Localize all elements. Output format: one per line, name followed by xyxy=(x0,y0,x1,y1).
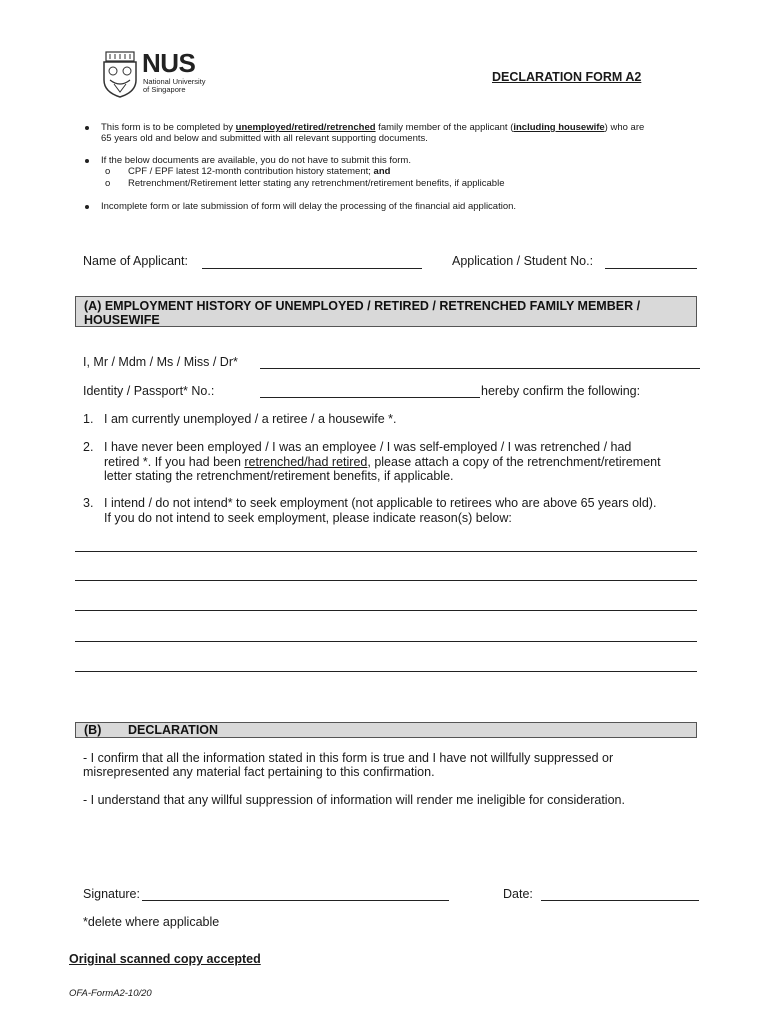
item-2-line-3: letter stating the retrenchment/retirement benefits, if applicable. xyxy=(104,469,454,483)
declaration-para-2: - I understand that any willful suppression of information will render me ineligible for consideration. xyxy=(83,793,625,807)
scanned-copy-note: Original scanned copy accepted xyxy=(69,952,261,966)
id-field[interactable] xyxy=(260,397,480,398)
section-b-header xyxy=(75,722,697,738)
confirm-text: hereby confirm the following: xyxy=(481,384,641,398)
note-3: Incomplete form or late submission of form will delay the processing of the financial aid application. xyxy=(101,201,517,212)
logo-wordmark: NUS xyxy=(142,48,196,78)
item-1-text: I am currently unemployed / a retiree / a housewife *. xyxy=(104,412,397,426)
bullet-2 xyxy=(85,159,89,163)
section-b-title: DECLARATION xyxy=(128,723,219,737)
item-2-line-2: retired *. If you had been retrenched/had retired, please attach a copy of the retrenchment/retirement xyxy=(104,455,661,469)
signature-field[interactable] xyxy=(142,900,449,901)
logo-subtitle-2: of Singapore xyxy=(143,85,186,94)
reason-line-3[interactable] xyxy=(75,610,697,611)
declaration-para-1-line-2: misrepresented any material fact pertaining to this confirmation. xyxy=(83,765,435,779)
reason-line-2[interactable] xyxy=(75,580,697,581)
bullet-1 xyxy=(85,126,89,130)
nus-logo xyxy=(100,50,210,98)
date-field[interactable] xyxy=(541,900,699,901)
note-1: This form is to be completed by unemployed/retired/retrenched family member of the applicant (including housewife) who are xyxy=(101,122,645,133)
item-3-line-2: If you do not intend to seek employment, please indicate reason(s) below: xyxy=(104,511,512,525)
application-no-label: Application / Student No.: xyxy=(452,254,594,268)
bullet-3 xyxy=(85,205,89,209)
delete-note: *delete where applicable xyxy=(83,915,220,929)
sub-marker-2: o xyxy=(105,178,111,189)
note-2: If the below documents are available, you do not have to submit this form. xyxy=(101,155,411,166)
item-3-number: 3. xyxy=(83,496,94,510)
section-a-header xyxy=(75,296,697,327)
item-3-line-1: I intend / do not intend* to seek employment (not applicable to retirees who are above 65 years old). xyxy=(104,496,657,510)
sub-marker-1: o xyxy=(105,166,111,177)
date-label: Date: xyxy=(503,887,533,901)
declaration-para-1-line-1: - I confirm that all the information stated in this form is true and I have not willfully suppressed or xyxy=(83,751,614,765)
id-label: Identity / Passport* No.: xyxy=(83,384,215,398)
reason-line-5[interactable] xyxy=(75,671,697,672)
salutation-label: I, Mr / Mdm / Ms / Miss / Dr* xyxy=(83,355,238,369)
note-2-sub-1: CPF / EPF latest 12-month contribution history statement; and xyxy=(128,166,391,177)
form-code: OFA-FormA2-10/20 xyxy=(69,988,152,999)
salutation-name-field[interactable] xyxy=(260,368,700,369)
signature-label: Signature: xyxy=(83,887,140,901)
applicant-name-field[interactable] xyxy=(202,268,422,269)
applicant-name-label: Name of Applicant: xyxy=(83,254,188,268)
reason-line-4[interactable] xyxy=(75,641,697,642)
section-b-label: (B) xyxy=(84,723,102,737)
form-title: DECLARATION FORM A2 xyxy=(492,70,642,84)
item-2-number: 2. xyxy=(83,440,94,454)
section-a-title-2: HOUSEWIFE xyxy=(84,313,160,327)
note-2-sub-2: Retrenchment/Retirement letter stating any retrenchment/retirement benefits, if applicable xyxy=(128,178,505,189)
note-1-line2: 65 years old and below and submitted with all relevant supporting documents. xyxy=(101,133,428,144)
section-a-title-1: (A) EMPLOYMENT HISTORY OF UNEMPLOYED / RETIRED / RETRENCHED FAMILY MEMBER / xyxy=(84,299,641,313)
item-2-line-1: I have never been employed / I was an employee / I was self-employed / I was retrenched / had xyxy=(104,440,632,454)
item-1-number: 1. xyxy=(83,412,94,426)
logo-subtitle-1: National University xyxy=(143,77,206,86)
application-no-field[interactable] xyxy=(605,268,697,269)
nus-crest-icon xyxy=(100,50,140,98)
reason-line-1[interactable] xyxy=(75,551,697,552)
